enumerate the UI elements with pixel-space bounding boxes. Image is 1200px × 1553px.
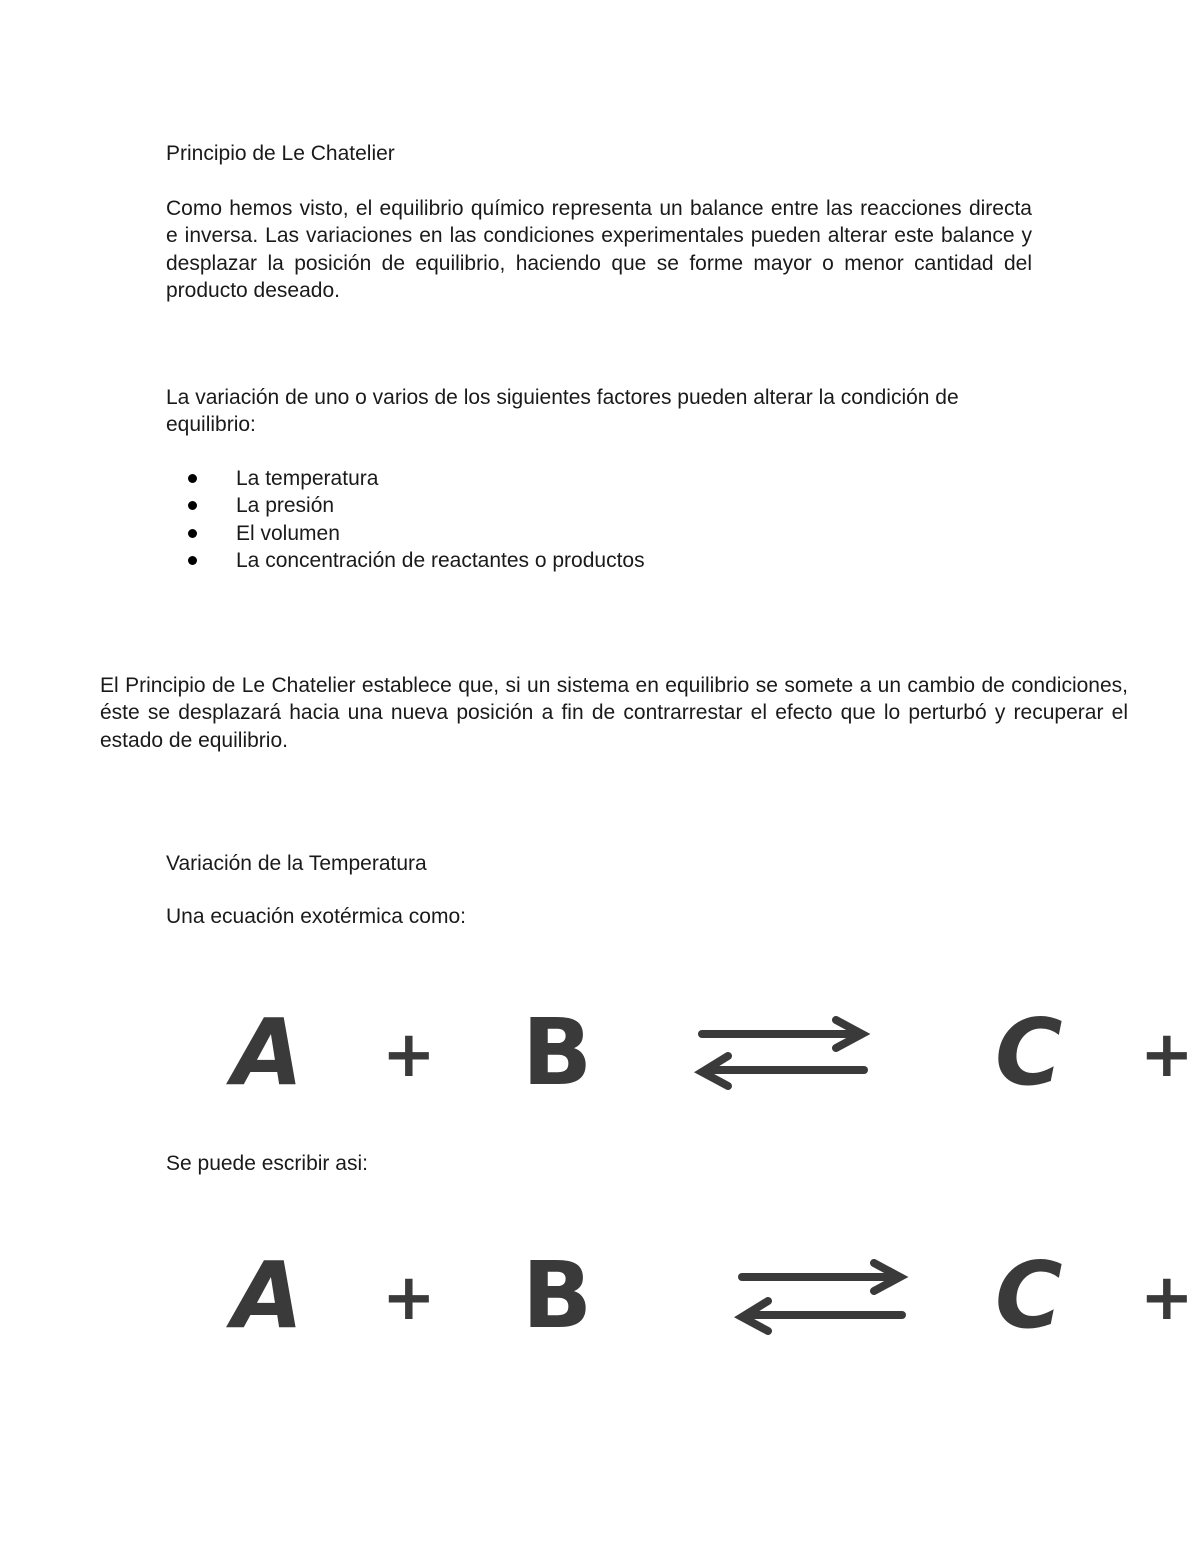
reactant-a: A bbox=[232, 1243, 304, 1343]
reactant-b: B bbox=[522, 1000, 593, 1100]
plus-sign: + bbox=[1140, 1261, 1194, 1335]
factors-list bbox=[166, 465, 1036, 574]
equilibrium-arrows-icon bbox=[702, 1020, 864, 1086]
list-item-label: El volumen bbox=[236, 521, 340, 545]
plus-sign: + bbox=[382, 1018, 436, 1092]
equation-2 bbox=[0, 1243, 1200, 1343]
list-item-label: La concentración de reactantes o productos bbox=[236, 548, 645, 572]
list-item-label: La presión bbox=[236, 494, 335, 518]
equilibrium-arrows-icon bbox=[742, 1263, 902, 1331]
bullet-icon bbox=[188, 529, 197, 538]
list-item bbox=[166, 547, 1036, 574]
product-c: C bbox=[995, 1000, 1063, 1100]
plus-sign: + bbox=[382, 1261, 436, 1335]
equation-1 bbox=[0, 1000, 1200, 1100]
factors-intro-paragraph: La variación de uno o varios de los siguientes factores pueden alterar la condición de equilibrio: bbox=[166, 386, 959, 437]
list-item-label: La temperatura bbox=[236, 467, 379, 490]
list-item bbox=[166, 492, 1036, 519]
bullet-icon bbox=[188, 556, 197, 565]
bullet-icon bbox=[188, 474, 197, 483]
equation2-intro: Se puede escribir asi: bbox=[166, 1152, 368, 1175]
reactant-b: B bbox=[522, 1243, 593, 1343]
plus-sign: + bbox=[1140, 1018, 1194, 1092]
section-title: Variación de la Temperatura bbox=[166, 852, 427, 875]
bullet-icon bbox=[188, 501, 197, 510]
list-item bbox=[166, 520, 1036, 547]
intro-paragraph: Como hemos visto, el equilibrio químico representa un balance entre las reacciones directa e inversa. Las variaciones en las condiciones experimentales pueden alterar este balance y desplazar la posición de equilibrio, haciendo que se forme mayor o menor cantidad del producto deseado. bbox=[166, 197, 1032, 302]
list-item bbox=[166, 465, 1036, 492]
document-title: Principio de Le Chatelier bbox=[166, 142, 395, 165]
equation1-intro: Una ecuación exotérmica como: bbox=[166, 905, 466, 928]
principle-paragraph: El Principio de Le Chatelier establece que, si un sistema en equilibrio se somete a un cambio de condiciones, éste se desplazará hacia una nueva posición a fin de contrarrestar el efecto que lo perturbó y recuperar el estado de equilibrio. bbox=[100, 674, 1128, 752]
reactant-a: A bbox=[232, 1000, 304, 1100]
product-c: C bbox=[995, 1243, 1063, 1343]
